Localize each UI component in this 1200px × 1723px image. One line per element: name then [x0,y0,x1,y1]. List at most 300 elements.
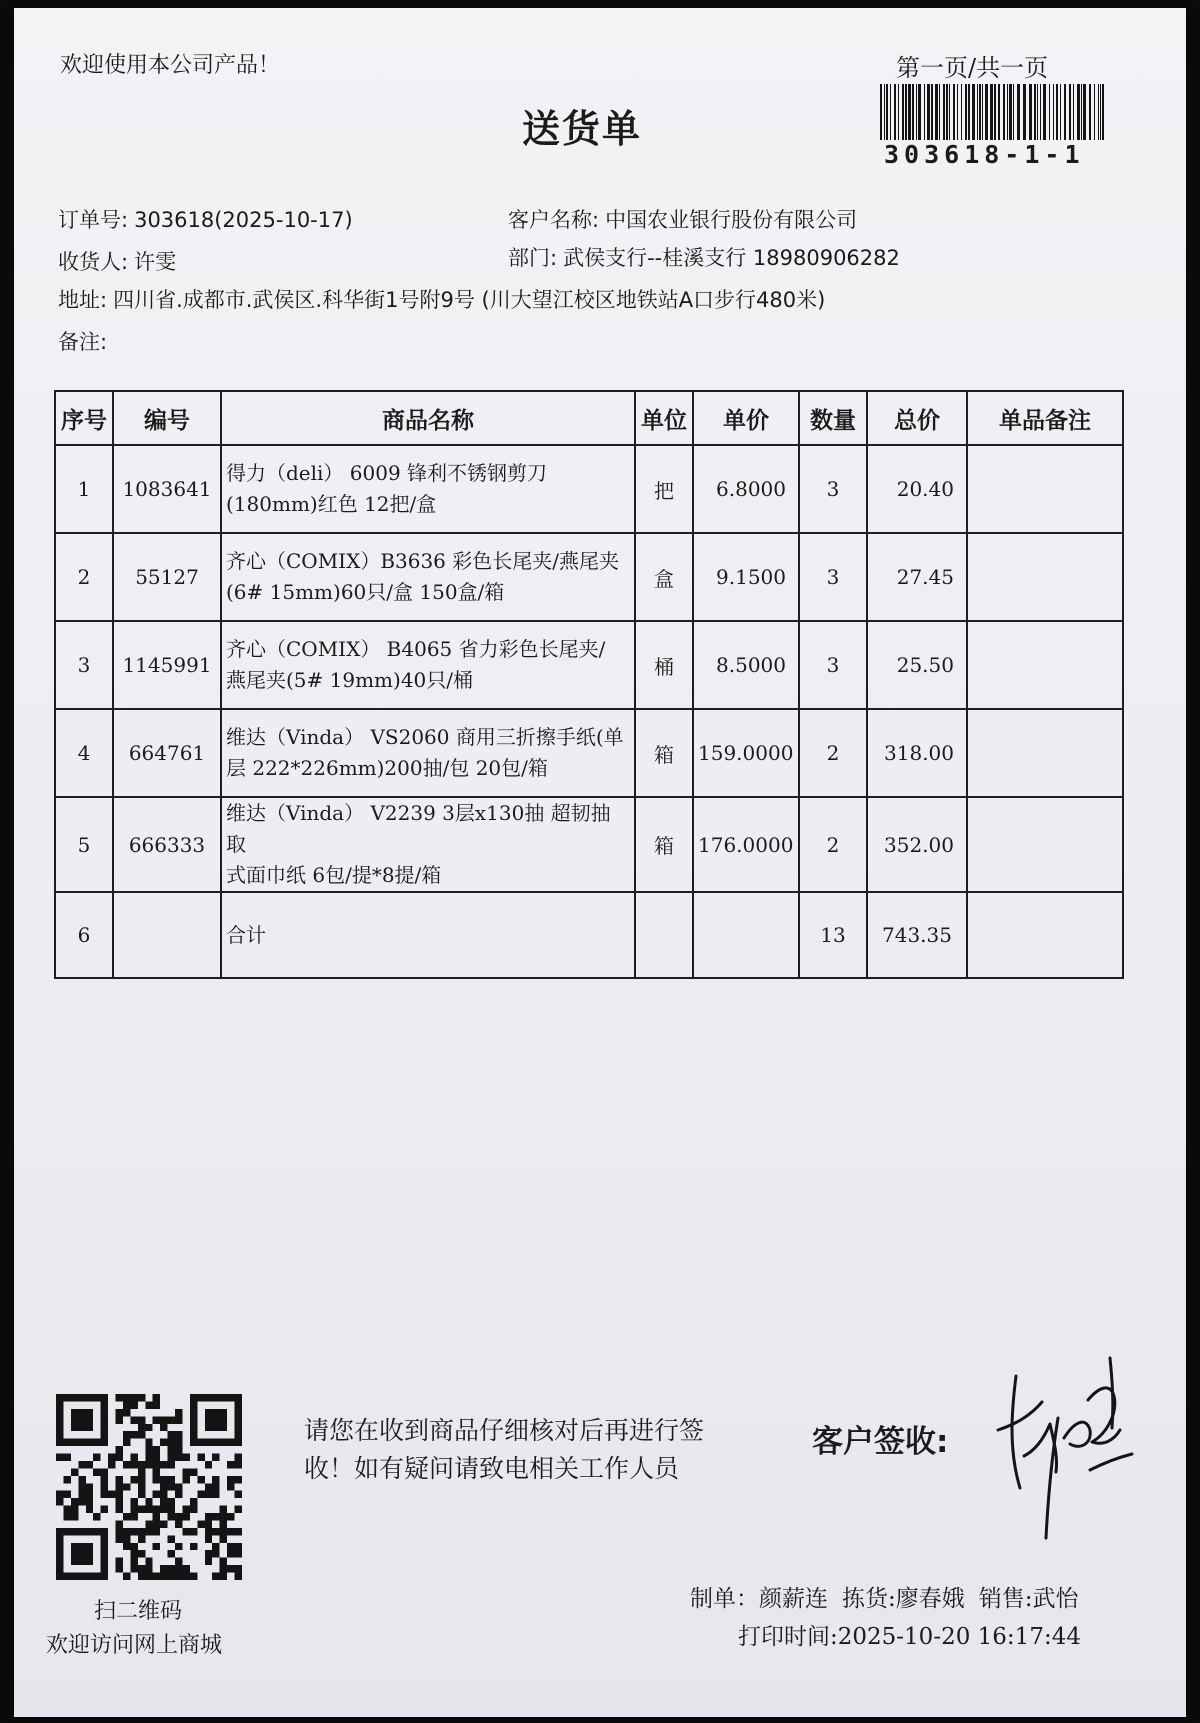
cell-name-line1: 维达（Vinda） V2239 3层x130抽 超韧抽取 [226,801,611,856]
qr-module [227,1543,234,1550]
qr-module [153,1528,160,1535]
qr-module [190,1401,197,1408]
cell-seq: 1 [55,445,113,533]
col-header-note: 单品备注 [967,391,1123,445]
barcode-image [880,84,1108,140]
qr-module [153,1476,160,1483]
qr-module [160,1483,167,1490]
barcode-bar [949,84,950,140]
qr-module [220,1565,227,1572]
department-label: 部门: [508,246,558,270]
items-table [54,390,1124,979]
qr-module [86,1416,93,1423]
qr-module [175,1513,182,1520]
qr-module [235,1565,242,1572]
qr-module [101,1394,108,1401]
cell-name [221,797,635,892]
qr-module [175,1483,182,1490]
qr-module [197,1394,204,1401]
qr-module [235,1461,242,1468]
cell-unit: 把 [635,445,693,533]
qr-module [205,1461,212,1468]
qr-module [205,1409,212,1416]
customer-line [508,204,857,234]
qr-module [130,1394,137,1401]
barcode-bar [1098,84,1099,140]
col-header-name: 商品名称 [221,391,635,445]
barcode-bar [1102,84,1104,140]
qr-module [138,1461,145,1468]
qr-module [235,1528,242,1535]
qr-module [101,1401,108,1408]
qr-module [168,1483,175,1490]
barcode-bar [1013,84,1014,140]
qr-module [145,1454,152,1461]
qr-module [175,1431,182,1438]
qr-module [175,1573,182,1580]
qr-module [130,1498,137,1505]
qr-module [138,1468,145,1475]
qr-module [123,1543,130,1550]
qr-module [138,1394,145,1401]
print-time: 打印时间:2025-10-20 16:17:44 [738,1624,1081,1650]
address-value: 四川省.成都市.武侯区.科华街1号附9号 (川大望江校区地铁站A口步行480米) [113,288,826,312]
barcode-bar [985,84,988,140]
barcode-bar [990,84,993,140]
qr-module [153,1506,160,1513]
qr-module [205,1394,212,1401]
qr-module [71,1528,78,1535]
qr-module [116,1394,123,1401]
qr-module [160,1573,167,1580]
qr-module [86,1543,93,1550]
qr-module [168,1506,175,1513]
qr-module [101,1431,108,1438]
total-note-empty [967,892,1123,978]
barcode-bar [886,84,888,140]
barcode-bar [1007,84,1008,140]
qr-module [175,1520,182,1527]
qr-module [153,1446,160,1453]
qr-module [168,1573,175,1580]
qr-module [116,1520,123,1527]
barcode-bar [916,84,917,140]
barcode-bar [965,84,967,140]
qr-module [227,1528,234,1535]
cell-qty: 3 [799,445,867,533]
qr-module [116,1454,123,1461]
qr-module [138,1528,145,1535]
cell-name-line1: 得力（deli） 6009 锋利不锈钢剪刀 [226,461,548,485]
qr-module [160,1506,167,1513]
barcode-bar [1009,84,1012,140]
qr-module [123,1461,130,1468]
qr-module [130,1528,137,1535]
qr-module [116,1409,123,1416]
qr-module [153,1520,160,1527]
qr-module [86,1409,93,1416]
barcode-bar [1034,84,1036,140]
qr-module [153,1394,160,1401]
qr-module [212,1439,219,1446]
qr-module [212,1424,219,1431]
qr-module [56,1454,63,1461]
qr-module [168,1431,175,1438]
cell-price: 8.5000 [693,621,799,709]
staff-line [690,1580,1093,1613]
total-seq: 6 [55,892,113,978]
qr-module [71,1498,78,1505]
maker-text: 制单：颜薪连 [690,1586,828,1612]
qr-module [116,1446,123,1453]
qr-module [168,1416,175,1423]
qr-module [63,1439,70,1446]
cell-seq: 5 [55,797,113,892]
col-header-total: 总价 [867,391,967,445]
cell-note [967,533,1123,621]
qr-module [123,1483,130,1490]
qr-module [227,1461,234,1468]
qr-module [235,1573,242,1580]
col-header-qty: 数量 [799,391,867,445]
qr-module [182,1454,189,1461]
qr-module [138,1535,145,1542]
qr-module [205,1439,212,1446]
table-row [55,797,1123,892]
qr-module [71,1573,78,1580]
qr-module [235,1543,242,1550]
barcode-bar [908,84,911,140]
qr-module [235,1476,242,1483]
barcode-bar [982,84,983,140]
qr-module [190,1543,197,1550]
cell-name-line1: 齐心（COMIX）B3636 彩色长尾夹/燕尾夹 [226,549,620,573]
barcode-bar [1064,84,1066,140]
barcode-bar [890,84,891,140]
qr-module [78,1409,85,1416]
qr-module [145,1446,152,1453]
qr-module [235,1401,242,1408]
qr-module [212,1454,219,1461]
cell-code: 664761 [113,709,221,797]
barcode-bar [1094,84,1095,140]
qr-module [116,1498,123,1505]
qr-module [63,1476,70,1483]
qr-module [235,1431,242,1438]
qr-module [220,1558,227,1565]
qr-module [130,1543,137,1550]
qr-module [138,1565,145,1572]
qr-module [205,1528,212,1535]
qr-module [63,1573,70,1580]
qr-module [56,1565,63,1572]
qr-module [101,1483,108,1490]
qr-module [56,1401,63,1408]
qr-module [160,1498,167,1505]
cell-total: 27.45 [867,533,967,621]
barcode-bar [1083,84,1086,140]
qr-module [71,1513,78,1520]
page-info: 第一页/共一页 [896,54,1049,82]
cell-total: 25.50 [867,621,967,709]
qr-module [220,1520,227,1527]
cell-seq: 2 [55,533,113,621]
qr-module [220,1535,227,1542]
cell-unit: 箱 [635,709,693,797]
qr-module [197,1491,204,1498]
table-row [55,533,1123,621]
qr-module [101,1565,108,1572]
qr-module [197,1454,204,1461]
document-title: 送货单 [522,107,643,151]
address-label: 地址: [58,288,108,312]
qr-module [205,1424,212,1431]
cell-qty: 3 [799,621,867,709]
qr-module [212,1513,219,1520]
qr-module [235,1550,242,1557]
cell-name [221,621,635,709]
qr-module [86,1491,93,1498]
cell-name [221,709,635,797]
qr-module [182,1506,189,1513]
customer-label: 客户名称: [508,208,600,232]
cell-name [221,533,635,621]
qr-module [220,1439,227,1446]
barcode-bar [1081,84,1082,140]
qr-module [116,1416,123,1423]
qr-module [86,1558,93,1565]
qr-module [190,1431,197,1438]
qr-module [56,1409,63,1416]
qr-module [116,1476,123,1483]
table-row [55,445,1123,533]
qr-module [56,1416,63,1423]
qr-module [190,1573,197,1580]
qr-module [78,1491,85,1498]
cell-code: 666333 [113,797,221,892]
qr-module [220,1394,227,1401]
qr-module [56,1424,63,1431]
barcode-bar [912,84,914,140]
barcode-bar [1077,84,1080,140]
qr-module [212,1550,219,1557]
cell-name [221,445,635,533]
qr-module [78,1439,85,1446]
cell-name-line2: 层 222*226mm)200抽/包 20包/箱 [226,756,548,780]
qr-module [78,1498,85,1505]
barcode-bar [1029,84,1032,140]
qr-module [205,1550,212,1557]
qr-module [227,1483,234,1490]
barcode-bar [924,84,925,140]
qr-module [130,1431,137,1438]
sales-text: 销售:武怡 [978,1586,1079,1612]
picker-text: 拣货:廖春娥 [842,1586,965,1612]
qr-module [205,1520,212,1527]
remark-line [58,326,113,356]
qr-module [205,1558,212,1565]
qr-module [93,1573,100,1580]
total-unit-empty [635,892,693,978]
qr-module [182,1476,189,1483]
qr-module [101,1506,108,1513]
qr-module [227,1550,234,1557]
qr-module [160,1416,167,1423]
qr-module [123,1401,130,1408]
qr-module [130,1513,137,1520]
qr-module [101,1573,108,1580]
qr-module [56,1394,63,1401]
qr-module [130,1476,137,1483]
qr-module [212,1483,219,1490]
barcode-bar [918,84,921,140]
qr-module [116,1506,123,1513]
qr-module [153,1416,160,1423]
qr-module [71,1409,78,1416]
qr-module [101,1543,108,1550]
total-code-empty [113,892,221,978]
qr-module [138,1550,145,1557]
qr-module [138,1431,145,1438]
qr-module [78,1543,85,1550]
col-header-unit: 单位 [635,391,693,445]
qr-module [182,1513,189,1520]
qr-module [190,1439,197,1446]
qr-module [78,1424,85,1431]
cell-name-line2: 式面巾纸 6包/提*8提/箱 [226,863,442,887]
total-amount: 743.35 [867,892,967,978]
qr-caption-scan: 扫二维码 [94,1599,183,1624]
qr-module [168,1535,175,1542]
qr-module [212,1573,219,1580]
qr-module [160,1491,167,1498]
barcode-bar [1053,84,1054,140]
qr-module [93,1528,100,1535]
qr-module [123,1394,130,1401]
barcode-bar [968,84,970,140]
qr-module [220,1416,227,1423]
qr-code-image [56,1394,242,1580]
qr-module [86,1573,93,1580]
qr-module [220,1513,227,1520]
barcode-bar [1089,84,1091,140]
cell-unit: 箱 [635,797,693,892]
cell-note [967,797,1123,892]
qr-module [78,1558,85,1565]
barcode-bar [894,84,896,140]
qr-module [101,1424,108,1431]
qr-module [71,1424,78,1431]
barcode-bar [1049,84,1050,140]
qr-module [205,1416,212,1423]
qr-module [235,1491,242,1498]
qr-module [130,1558,137,1565]
qr-module [86,1506,93,1513]
remark-label: 备注: [58,330,108,354]
qr-module [220,1528,227,1535]
qr-module [175,1543,182,1550]
qr-module [93,1454,100,1461]
qr-module [101,1439,108,1446]
qr-module [93,1468,100,1475]
qr-module [78,1476,85,1483]
qr-module [153,1461,160,1468]
qr-module [168,1461,175,1468]
order-number-line [58,204,353,234]
qr-module [56,1535,63,1542]
qr-module [235,1394,242,1401]
cell-name-line2: 燕尾夹(5# 19mm)40只/桶 [226,668,474,692]
qr-module [212,1491,219,1498]
qr-module [190,1468,197,1475]
qr-module [108,1454,115,1461]
barcode-bar [935,84,938,140]
barcode-bar [1037,84,1038,140]
cell-name-line1: 维达（Vinda） VS2060 商用三折擦手纸(单 [226,725,624,749]
qr-module [63,1528,70,1535]
cell-price: 176.0000 [693,797,799,892]
qr-module [182,1565,189,1572]
barcode-bar [998,84,1000,140]
qr-module [212,1543,219,1550]
qr-module [220,1409,227,1416]
qr-module [153,1513,160,1520]
qr-module [138,1506,145,1513]
cell-seq: 4 [55,709,113,797]
qr-module [56,1558,63,1565]
qr-module [190,1394,197,1401]
qr-module [123,1573,130,1580]
qr-module [235,1439,242,1446]
address-line [58,284,825,314]
qr-module [212,1528,219,1535]
barcode-bar [979,84,981,140]
qr-module [56,1498,63,1505]
qr-module [138,1491,145,1498]
qr-module [101,1416,108,1423]
qr-module [168,1565,175,1572]
qr-module [205,1483,212,1490]
qr-module [160,1461,167,1468]
qr-module [101,1491,108,1498]
qr-module [175,1409,182,1416]
barcode-bar [1056,84,1058,140]
qr-module [235,1424,242,1431]
qr-module [56,1543,63,1550]
qr-module [182,1528,189,1535]
qr-module [145,1439,152,1446]
qr-module [168,1454,175,1461]
qr-module [56,1431,63,1438]
qr-module [78,1483,85,1490]
barcode-bar [880,84,882,140]
qr-module [145,1573,152,1580]
qr-module [227,1513,234,1520]
qr-module [168,1446,175,1453]
qr-module [160,1439,167,1446]
qr-module [116,1491,123,1498]
cell-qty: 2 [799,709,867,797]
qr-module [197,1439,204,1446]
qr-module [116,1558,123,1565]
barcode-bar [927,84,930,140]
qr-module [78,1573,85,1580]
barcode-number: 303618-1-1 [884,140,1085,169]
delivery-note-paper [14,8,1186,1717]
qr-module [63,1513,70,1520]
qr-module [220,1506,227,1513]
qr-module [78,1416,85,1423]
